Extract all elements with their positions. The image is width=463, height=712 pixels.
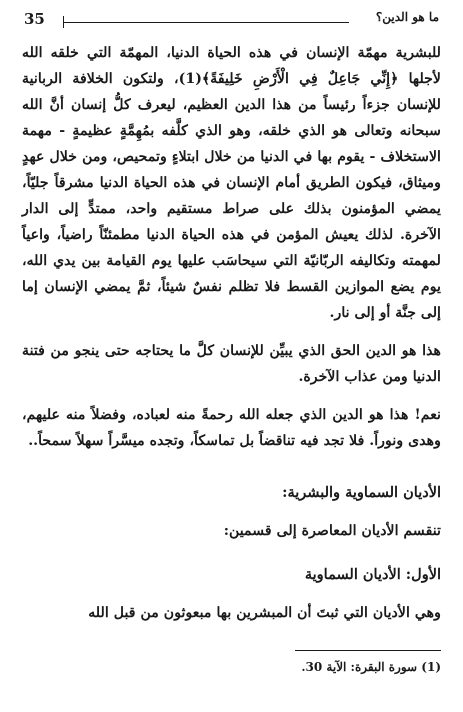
footnote-rule	[295, 650, 441, 651]
running-title: ما هو الدين؟	[375, 10, 439, 24]
paragraph-1: للبشرية مهمّة الإنسان في هذه الحياة الدنيا، المهمّة التي خلقه الله لأجلها ﴿إِنِّي جَاعِلٌ فِي الْأَرْضِ خَلِيفَةً﴾(1)، ولتكون الخلافة الربانية للإنسان جزءاً رئيساً من هذا الدين العظيم، ليعرف كلُّ إنسان أنَّ الله سبحانه وتعالى هو الذي خلقه، وهو الذي كلَّفه بمُهِمَّةٍ عظيمةٍ - مهمة الاستخلاف - يقوم بها في الدنيا من خلال ابتلاءٍ وتمحيص، ومن خلال عهدٍ وميثاق، فيكون الطريق أمام الإنسان في هذه الحياة الدنيا مشرقاً جليّاً، يمضي المؤمنون بذلك على صراط مستقيم واحد، ممتدٍّ إلى الدار الآخرة. لذلك يعيش المؤمن في هذه الحياة الدنيا مطمئنّاً راضياً، واعياً لمهمته وتكاليفه الربّانيّة التي سيحاسَب عليها يوم القيامة بين يدي الله، يوم يضع الموازين القسط فلا تظلم نفسٌ شيئاً، ثمَّ يمضي الإنسان إما إلى جنَّة أو إلى نار.	[22, 45, 442, 321]
paragraph-3: نعم! هذا هو الدين الذي جعله الله رحمةً منه لعباده، وفضلاً منه عليهم، وهدى ونوراً. فلا تجد فيه تناقضاً بل تماسكاً، وتجده ميسَّراً سهلاً سمحاً..	[22, 407, 441, 449]
page-number: 35	[24, 10, 45, 28]
header-rule	[64, 22, 349, 23]
subsection-heading: الأول: الأديان السماوية	[304, 566, 441, 583]
section-heading: الأديان السماوية والبشرية:	[282, 484, 441, 501]
page-header	[24, 10, 439, 34]
paragraph-2: هذا هو الدين الحق الذي يبيِّن للإنسان كلَّ ما يحتاجه حتى ينجو من فتنة الدنيا ومن عذاب الآخرة.	[22, 343, 441, 385]
body-text	[22, 40, 441, 626]
footnote: (1) سورة البقرة: الآية 30.	[301, 660, 441, 674]
paragraph-4: تنقسم الأديان المعاصرة إلى قسمين:	[223, 523, 441, 539]
paragraph-5: وهي الأديان التي ثبتَ أن المبشرين بها مبعوثون من قبل الله	[88, 605, 441, 621]
